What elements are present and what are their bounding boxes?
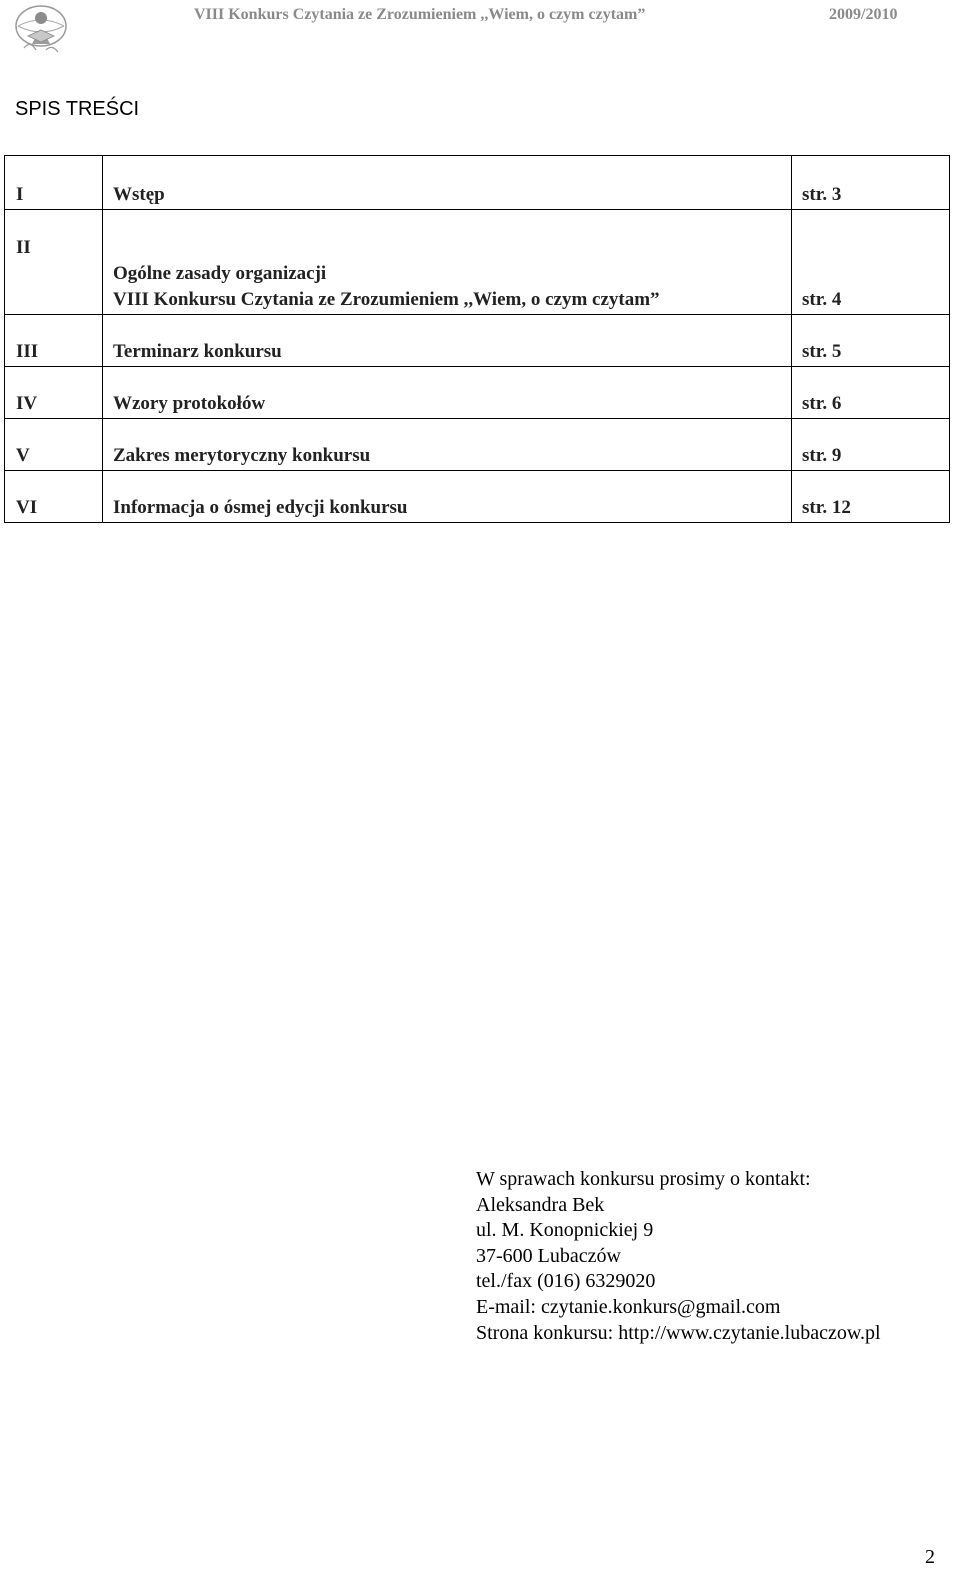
toc-row-title [103,471,792,523]
page-number: 2 [925,1546,935,1568]
toc-row-number: II [5,210,103,315]
toc-row-title [103,210,792,315]
toc-row [5,367,950,419]
toc-row [5,419,950,471]
toc-row-title [103,315,792,367]
contact-city: 37-600 Lubaczów [476,1244,621,1267]
toc-row [5,315,950,367]
contest-logo-icon [10,0,72,58]
toc-row-title [103,419,792,471]
toc-row-page: str. 9 [792,419,950,471]
toc-row-title [103,156,792,210]
toc-row-title [103,367,792,419]
toc-row-number: IV [5,367,103,419]
header-year: 2009/2010 [829,6,898,23]
toc-row-page: str. 5 [792,315,950,367]
contact-intro: W sprawach konkursu prosimy o kontakt: [476,1168,811,1190]
toc-row-title-line: VIII Konkursu Czytania ze Zrozumieniem ,,Wiem, o czym czytam” [113,289,660,310]
contact-name: Aleksandra Bek [476,1193,605,1216]
toc-row-title-line: Zakres merytoryczny konkursu [113,445,371,466]
toc-row-page: str. 3 [792,156,950,210]
toc-row-title-line: Wstęp [113,184,165,205]
toc-heading: SPIS TREŚCI [15,98,140,120]
contact-phone: tel./fax (016) 6329020 [476,1270,656,1293]
toc-row-title-line: Informacja o ósmej edycji konkursu [113,497,408,518]
toc-row-page: str. 12 [792,471,950,523]
toc-row [5,156,950,210]
toc-row-title-line: Ogólne zasady organizacji [113,263,327,284]
toc-row-number: V [5,419,103,471]
contact-block [476,1167,881,1346]
toc-row-title-line: Terminarz konkursu [113,341,282,362]
toc-row [5,210,950,315]
contact-email: E-mail: czytanie.konkurs@gmail.com [476,1295,781,1318]
toc-row [5,471,950,523]
header-title: VIII Konkurs Czytania ze Zrozumieniem ,,Wiem, o czym czytam” [194,6,646,23]
contact-website: Strona konkursu: http://www.czytanie.lubaczow.pl [476,1321,881,1344]
toc-row-number: I [5,156,103,210]
toc-row-number: VI [5,471,103,523]
toc-row-page: str. 6 [792,367,950,419]
toc-row-page: str. 4 [792,210,950,315]
toc-row-number: III [5,315,103,367]
toc-row-title-line: Wzory protokołów [113,393,266,414]
contact-street: ul. M. Konopnickiej 9 [476,1219,654,1242]
toc-table [4,155,950,523]
